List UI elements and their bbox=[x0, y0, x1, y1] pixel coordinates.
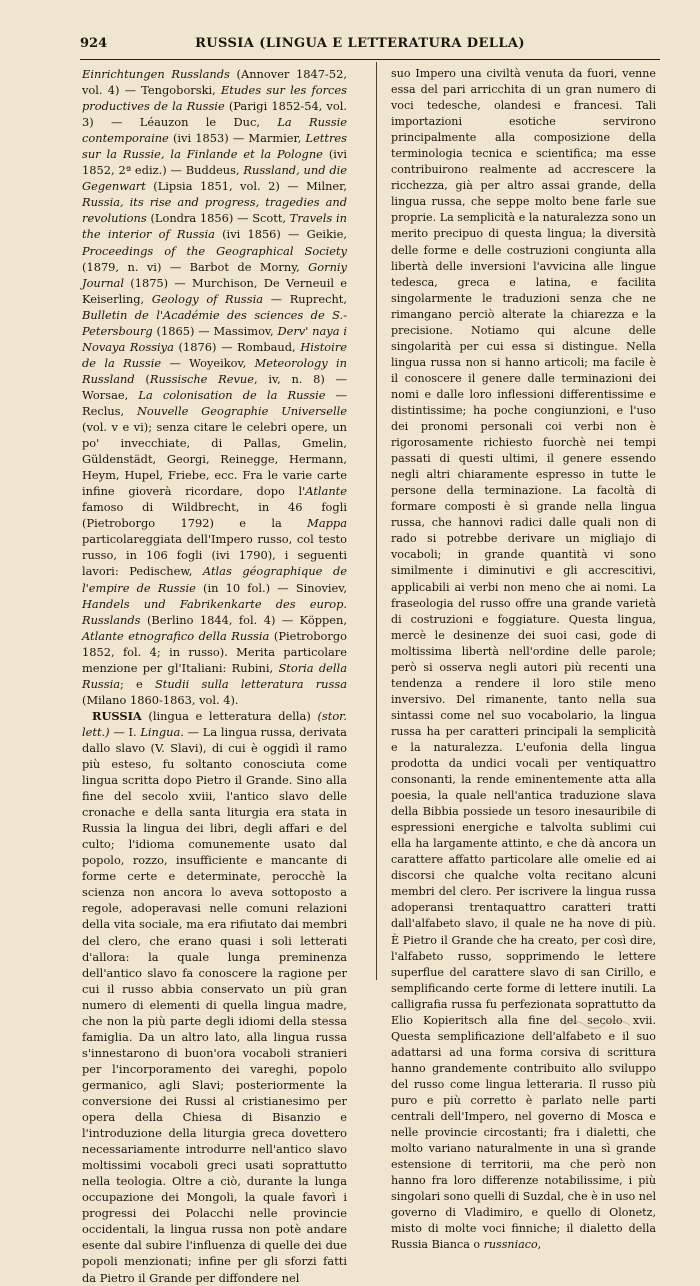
bibliography-title: Russia, its rise and progress, tragedies and revolutions bbox=[82, 195, 347, 226]
bibliography-title: Atlante bbox=[305, 484, 347, 499]
bibliography-detail: (1865) — Massimov, bbox=[152, 323, 278, 338]
bibliography-title: Handels und Fabrikenkarte des europ. Russlands bbox=[82, 596, 347, 627]
page-header bbox=[80, 36, 640, 56]
bibliography-title: Meteorology in Russland bbox=[82, 355, 347, 386]
scan-watermark bbox=[560, 1016, 640, 1030]
bibliography-detail: (vol. v e vi); senza citare le celebri opere, un po' invecchiate, di Pallas, Gmelin, Güldenstädt, Georgi, Reinegge, Hermann, Heym, Hupel, Friebe, ecc. Fra le varie carte infine gioverà ricordare, dopo l' bbox=[82, 420, 347, 499]
bibliography-title: Travels in the interior of Russia bbox=[82, 211, 347, 242]
bibliography-detail: (Milano 1860-1863, vol. 4). bbox=[82, 692, 239, 707]
header-rule bbox=[80, 59, 660, 60]
bibliography-detail: — Woyeikov, bbox=[161, 355, 255, 370]
bibliography-title: Gorniy Journal bbox=[82, 259, 347, 290]
bibliography-detail: (Parigi 1852-54, vol. 3) — Léauzon le Duc, bbox=[82, 99, 347, 130]
section-title: Lingua bbox=[140, 724, 181, 739]
entry-paragraph: RUSSIA (lingua e letteratura della) (stor. lett.) — I. Lingua. — La lingua russa, derivata dallo slavo (V. Slavi), di cui è oggidì il ramo più esteso, fu soltanto conosciuta come lingua scritta dopo Pietro il Grande. Sino alla fine del secolo xviii, l'antico slavo delle cronache e della santa liturgia era stata in Russia la lingua dei libri, degli affari e del culto; l'idioma comunemente usato dal popolo, rozzo, insufficiente e mancante di forme certe e determinate, perocchè la scienza non ancora lo aveva sottoposto a regole, adoperavasi nelle comuni relazioni della vita sociale, ma era rifiutato dai membri del clero, che erano quasi i soli letterati d'allora: la quale lunga preminenza dell'antico slavo fa conoscere la ragione per cui il russo abbia conservato un più gran numero di elementi di quella lingua madre, che non la più parte degli idiomi della stessa famiglia. Da un altro lato, alla lingua russa s'innestarono di buon'ora vocaboli stranieri per l'incorporamento dei vareghi, popolo germanico, agli Slavi; posteriormente la conversione dei Russi al cristianesimo per opera della Chiesa di Bisanzio e l'introduzione della liturgia greca dovettero necessariamente introdurre nell'antico slavo moltissimi vocaboli greci usati soprattutto nella teologia. Oltre a ciò, durante la lunga occupazione dei Mongoli, la quale favorì i progressi dei Polacchi nelle provincie occidentali, la lingua russa non potè andare esente dal subire l'influenza di quelle dei due popoli menzionati; infine per gli sforzi fatti da Pietro il Grande per diffondere nel bbox=[82, 708, 347, 1285]
bibliography-paragraph bbox=[82, 66, 347, 708]
entry-subject: (lingua e letteratura della) bbox=[141, 708, 318, 723]
entry-label: (stor. lett.) bbox=[82, 708, 347, 739]
entry-head: RUSSIA bbox=[92, 708, 142, 723]
bibliography-title: Russland, und die Gegenwart bbox=[82, 163, 347, 194]
section-number: I. bbox=[128, 724, 141, 739]
bibliography-title: Studii sulla letteratura russa bbox=[154, 676, 347, 691]
bibliography-list bbox=[82, 67, 347, 707]
bibliography-title: Proceedings of the Geographical Society bbox=[82, 243, 347, 258]
bibliography-detail: (Lipsia 1851, vol. 2) — Milner, bbox=[145, 179, 347, 194]
bibliography-title: Geology of Russia bbox=[151, 291, 264, 306]
bibliography-detail: (1876) — Rombaud, bbox=[173, 339, 301, 354]
closing-tail: , bbox=[537, 1238, 542, 1252]
bibliography-detail: ( bbox=[134, 371, 150, 386]
bibliography-title: Atlante etnografico della Russia bbox=[82, 628, 270, 643]
column-divider bbox=[376, 62, 377, 980]
bibliography-title: Etudes sur les forces productives de la Russie bbox=[82, 83, 347, 114]
left-column bbox=[82, 66, 347, 1286]
bibliography-title: Lettres sur la Russie, la Finlande et la Pologne bbox=[82, 131, 347, 162]
bibliography-detail: (ivi 1856) — Geikie, bbox=[214, 227, 347, 242]
bibliography-detail: (Pietroborgo 1852, fol. 4; in russo). Merita particolare menzione per gl'Italiani: Rubini, bbox=[82, 628, 347, 675]
bibliography-title: Bulletin de l'Académie des sciences de S.-Petersbourg bbox=[82, 307, 347, 338]
closing-italic-term: russniaco bbox=[483, 1238, 538, 1252]
bibliography-title: Nouvelle Geographie Universelle bbox=[136, 403, 348, 418]
running-title: RUSSIA (LINGUA E LETTERATURA DELLA) bbox=[195, 36, 525, 51]
bibliography-title: Histoire de la Russie bbox=[82, 339, 347, 370]
right-column bbox=[391, 66, 656, 1253]
bibliography-title: La Russie contemporaine bbox=[82, 115, 348, 146]
bibliography-title: Derv' naya i Novaya Rossiya bbox=[82, 323, 348, 354]
bibliography-title: Russische Revue bbox=[149, 371, 254, 386]
bibliography-detail: (ivi 1853) — Marmier, bbox=[168, 131, 306, 146]
bibliography-title: Einrichtungen Russlands bbox=[82, 67, 230, 81]
bibliography-detail: — Ruprecht, bbox=[263, 291, 347, 306]
bibliography-title: Atlas géographique de l'empire de Russie bbox=[82, 564, 348, 595]
bibliography-detail: — Reclus, bbox=[82, 387, 348, 418]
page-number: 924 bbox=[80, 36, 108, 51]
right-body-text: suo Impero una civiltà venuta da fuori, venne essa del pari arricchita di un gran numero di voci tedesche, olandesi e francesi. Tali importazioni esotiche servirono principalmente alla composizione della terminologia tecnica e scientifica; ma esse contribuirono realmente ad accrescere la ricchezza, già per altro assai grande, della lingua russa, che seppe molto bene farle sue proprie. La semplicità e la naturalezza sono un merito precipuo di questa lingua; la diversità delle forme e delle costruzioni congiunta alla libertà delle inversioni l'avvicina alle lingue tedesca, greca e latina, e facilita singolarmente le traduzioni senza che ne rimangano perciò alterate la chiarezza e la precisione. Notiamo qui alcune delle singolarità per cui essa si distingue. Nella lingua russa non si hanno articoli; ma facile è il conoscere il genere dalle terminazioni dei nomi e dalle loro inflessioni differentissime e distintissime; ha poche congiunzioni, e l'uso dei pronomi personali coi verbi non è rigorosamente richiesto fuorchè nei tempi passati di questi ultimi, il genere essendo negli altri chiaramente espresso in tutte le persone della terminazione. La facoltà di formare composti è sì grande nella lingua russa, che hannovi radici dalle quali non di rado si potrebbe derivare un migliajo di vocaboli; in grande quantità vi sono similmente i diminutivi e gli accrescitivi, applicabili ai verbi non meno che ai nomi. La fraseologia del russo offre una grande varietà di costruzioni e foggiature. Questa lingua, mercè le desinenze dei suoi casi, gode di moltissima libertà nell'ordine delle parole; però si osserva negli autori più recenti una tendenza a rendere il loro stile meno inversivo. Del rimanente, tanto nella sua sintassi come nel suo vocabolario, la lingua russa ha per caratteri principali la semplicità e la naturalezza. L'eufonia della lingua prodotta da undici vocali per ventiquattro consonanti, la rende eminentemente atta alla poesia, la quale nell'antica traduzione slava della Bibbia possiede un tesoro inesauribile di espressioni energiche e talvolta sublimi cui ella ha largamente attinto, e che dà ancora un carattere affatto particolare alle omelie ed ai discorsi che qualche volta recitano alcuni membri del clero. Per iscrivere la lingua russa adoperansi trentaquattro caratteri tratti dall'alfabeto slavo, il quale ne ha nove di più. È Pietro il Grande che ha creato, per così dire, l'alfabeto russo, sopprimendo le lettere superflue del carattere slavo di san Cirillo, e semplificando certe forme di lettere inutili. La calligrafia russa fu perfezionata soprattutto da Elio Kopieritsch alla fine del secolo xvii. Questa semplificazione dell'alfabeto e il suo adattarsi ad una forma corsiva di scrittura hanno grandemente contribuito allo sviluppo del russo come lingua letteraria. Il russo più puro e più corretto è parlato nelle parti centrali dell'Impero, nel governo di Mosca e nelle provincie circostanti; fra i dialetti, che molto variano naturalmente in una sì grande estensione di territorii, ma che però non hanno fra loro differenze notabilissime, i più singolari sono quelli di Suzdal, che è in uso nel governo di Vladimiro, e quello di Olonetz, misto di molte voci finniche; il dialetto della Russia Bianca o bbox=[391, 67, 656, 1252]
bibliography-detail: (1879, n. vi) — Barbot de Morny, bbox=[82, 259, 309, 274]
bibliography-detail: famoso di Wildbrecht, in 46 fogli (Pietroborgo 1792) e la bbox=[82, 500, 347, 531]
bibliography-detail: (in 10 fol.) — Sinoviev, bbox=[195, 580, 347, 595]
bibliography-detail: particolareggiata dell'Impero russo, col testo russo, in 106 fogli (ivi 1790), i seguenti lavori: Pedischew, bbox=[82, 532, 347, 579]
bibliography-detail: (ivi 1852, 2ª ediz.) — Buddeus, bbox=[82, 147, 347, 178]
bibliography-title: Storia della Russia bbox=[82, 660, 347, 691]
bibliography-detail: (1875) — Murchison, De Verneuil e Keiserling, bbox=[82, 275, 347, 306]
bibliography-detail: , iv, n. 8) — Worsae, bbox=[82, 371, 347, 402]
left-body-text: . — La lingua russa, derivata dallo slavo (V. Slavi), di cui è oggidì il ramo più esteso, fu soltanto conosciuta come lingua scritta dopo Pietro il Grande. Sino alla fine del secolo xviii, l'antico slavo delle cronache e della santa liturgia era stata in Russia la lingua dei libri, degli affari e del culto; l'idioma comunemente usato dal popolo, rozzo, insufficiente e mancante di forme certe e determinate, perocchè la scienza non ancora lo aveva sottoposto a regole, adoperavasi nelle comuni relazioni della vita sociale, ma era rifiutato dai membri del clero, che erano quasi i soli letterati d'allora: la quale lunga preminenza dell'antico slavo fa conoscere la ragione per cui il russo abbia conservato un più gran numero di elementi di quella lingua madre, che non la più parte degli idiomi della stessa famiglia. Da un altro lato, alla lingua russa s'innestarono di buon'ora vocaboli stranieri per l'incorporamento dei vareghi, popolo germanico, agli Slavi; posteriormente la conversione dei Russi al cristianesimo per opera della Chiesa di Bisanzio e l'introduzione della liturgia greca dovettero necessariamente introdurre nell'antico slavo moltissimi vocaboli greci usati soprattutto nella teologia. Oltre a ciò, durante la lunga occupazione dei Mongoli, la quale favorì i progressi dei Polacchi nelle provincie occidentali, la lingua russa non potè andare esente dal subire l'influenza di quelle dei due popoli menzionati; infine per gli sforzi fatti da Pietro il Grande per diffondere nel bbox=[82, 724, 347, 1285]
bibliography-detail: (Annover 1847-52, vol. 4) — Tengoborski, bbox=[82, 67, 347, 98]
bibliography-detail: (Berlino 1844, fol. 4) — Köppen, bbox=[140, 612, 347, 627]
bibliography-detail: (Londra 1856) — Scott, bbox=[146, 211, 290, 226]
bibliography-title: La colonisation de la Russie bbox=[138, 387, 326, 402]
bibliography-detail: ; e bbox=[120, 676, 155, 691]
bibliography-title: Mappa bbox=[307, 516, 347, 531]
right-body-paragraph bbox=[391, 66, 656, 1253]
